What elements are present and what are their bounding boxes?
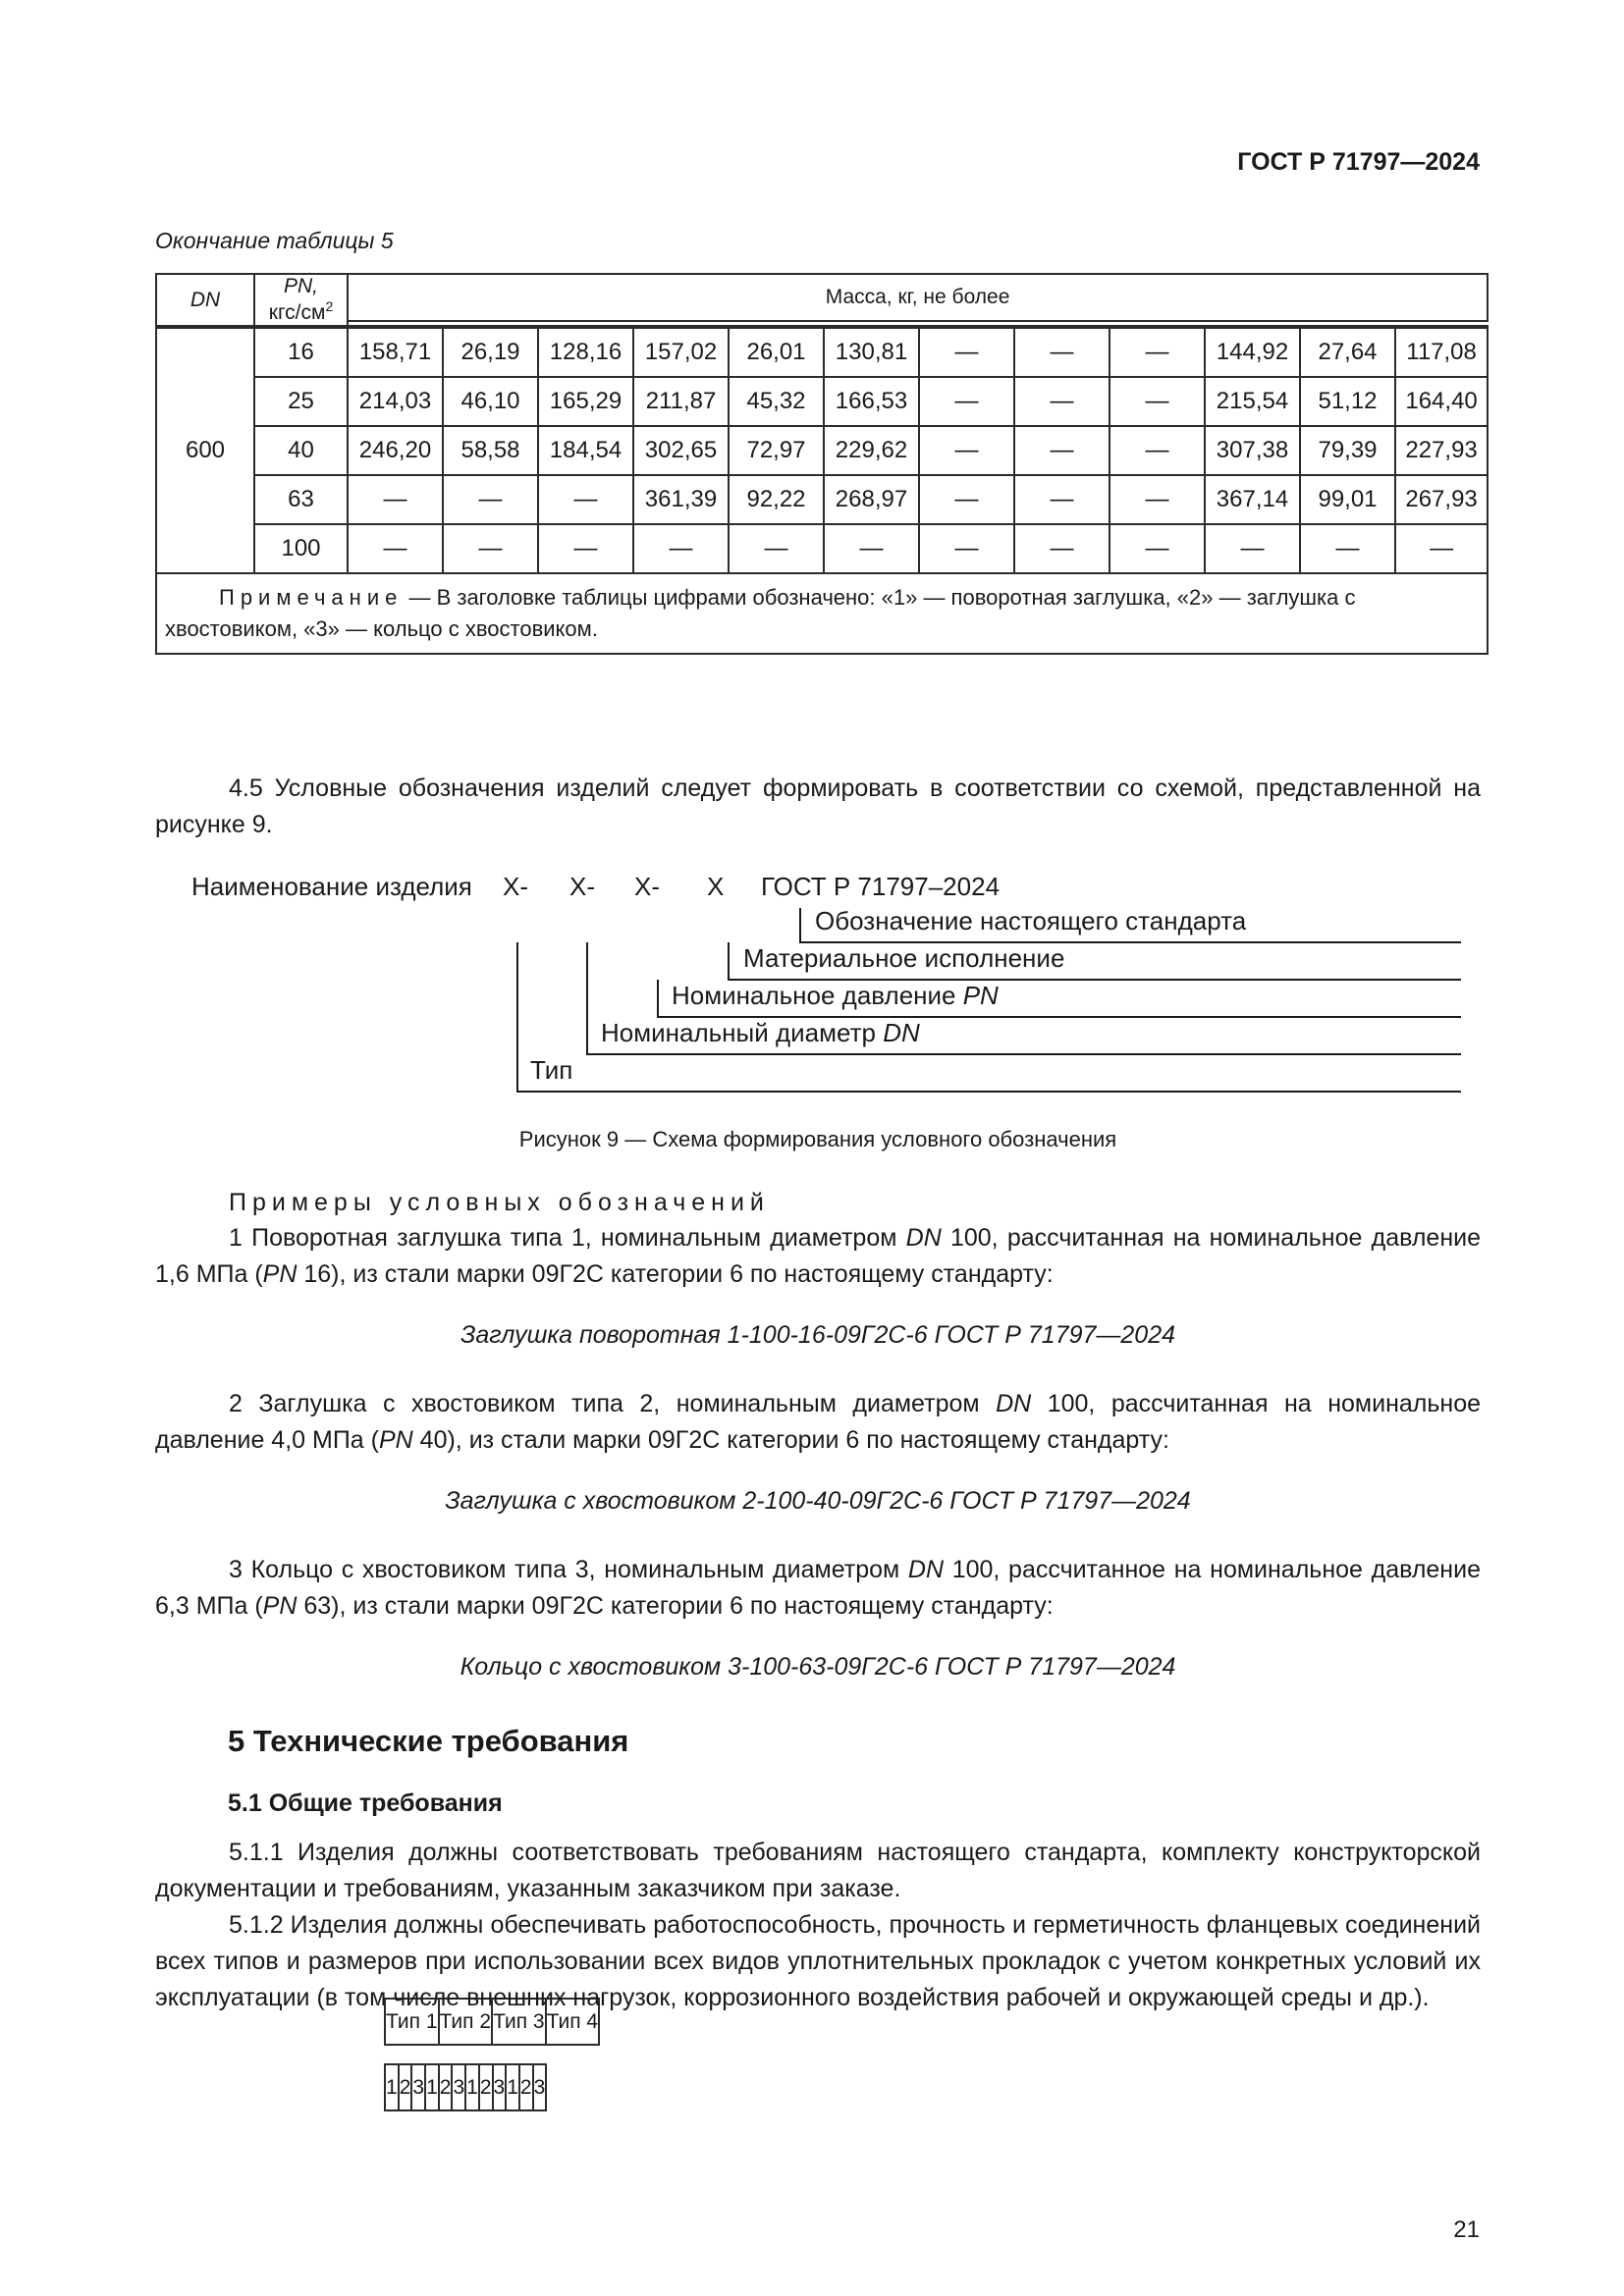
cell-pn: 16 bbox=[254, 327, 348, 377]
cell-pn: 40 bbox=[254, 426, 348, 475]
header-sub: 3 bbox=[452, 2064, 465, 2110]
table-cell: 26,19 bbox=[443, 327, 538, 377]
section-5-title: 5 Технические требования bbox=[228, 1724, 629, 1758]
table-cell: — bbox=[729, 524, 824, 573]
table-cell: — bbox=[1110, 327, 1205, 377]
table-cell: — bbox=[538, 475, 633, 524]
table-cell: 367,14 bbox=[1205, 475, 1300, 524]
scheme-lines bbox=[517, 908, 1461, 1092]
header-sub: 2 bbox=[439, 2064, 453, 2110]
table-cell: — bbox=[1014, 377, 1110, 426]
scheme-x1: Х- bbox=[503, 872, 528, 901]
example-3-designation: Кольцо с хвостовиком 3-100-63-09Г2С-6 ГОСТ Р 71797—2024 bbox=[460, 1653, 1176, 1681]
table-cell: 26,01 bbox=[729, 327, 824, 377]
table-cell: — bbox=[1110, 426, 1205, 475]
table-row bbox=[156, 327, 1488, 377]
header-type-2: Тип 2 bbox=[439, 1999, 493, 2045]
table-cell: 117,08 bbox=[1395, 327, 1488, 377]
table-cell: 215,54 bbox=[1205, 377, 1300, 426]
table-cell: 165,29 bbox=[538, 377, 633, 426]
table-cell: — bbox=[1014, 327, 1110, 377]
scheme-product-name: Наименование изделия bbox=[191, 872, 472, 901]
header-sub: 1 bbox=[385, 2064, 399, 2110]
header-mass: Масса, кг, не более bbox=[348, 274, 1488, 321]
section-5-1-title: 5.1 Общие требования bbox=[228, 1789, 503, 1817]
table-row bbox=[156, 377, 1488, 426]
table-cell: 267,93 bbox=[1395, 475, 1488, 524]
table-cell: 214,03 bbox=[348, 377, 443, 426]
table-cell: 268,97 bbox=[824, 475, 919, 524]
example-2: 2 Заглушка с хвостовиком типа 2, номинальным диаметром DN 100, рассчитанная на номинальное давление 4,0 МПа (PN 40), из стали марки 09Г2С категории 6 по настоящему стандарту: bbox=[155, 1390, 1481, 1454]
table-cell: — bbox=[1014, 524, 1110, 573]
cell-pn: 25 bbox=[254, 377, 348, 426]
table-cell: 128,16 bbox=[538, 327, 633, 377]
table-cell: 46,10 bbox=[443, 377, 538, 426]
table-cell: — bbox=[1014, 475, 1110, 524]
scheme-x2: Х- bbox=[569, 872, 595, 901]
scheme-x4: Х bbox=[707, 872, 725, 901]
table-note-row bbox=[156, 573, 1488, 654]
standard-code-header: ГОСТ Р 71797—2024 bbox=[1237, 148, 1480, 176]
scheme-label-standard: Обозначение настоящего стандарта bbox=[815, 906, 1247, 935]
header-sub: 2 bbox=[519, 2064, 533, 2110]
table-cell: — bbox=[538, 524, 633, 573]
header-sub: 3 bbox=[493, 2064, 507, 2110]
table-cell: — bbox=[919, 524, 1014, 573]
header-sub: 1 bbox=[465, 2064, 479, 2110]
table-cell: — bbox=[1110, 475, 1205, 524]
cell-dn: 600 bbox=[156, 327, 254, 573]
example-1-designation: Заглушка поворотная 1-100-16-09Г2С-6 ГОСТ Р 71797—2024 bbox=[460, 1321, 1176, 1349]
scheme-label-pressure: Номинальное давление PN bbox=[672, 981, 999, 1010]
table-row bbox=[156, 426, 1488, 475]
table-cell: 99,01 bbox=[1300, 475, 1395, 524]
table-cell: 302,65 bbox=[633, 426, 729, 475]
scheme-label-type: Тип bbox=[530, 1055, 573, 1085]
table-cell: — bbox=[1110, 524, 1205, 573]
header-type-4: Тип 4 bbox=[546, 1999, 600, 2045]
header-type-3: Тип 3 bbox=[492, 1999, 546, 2045]
scheme-standard: ГОСТ Р 71797–2024 bbox=[761, 872, 1001, 901]
table-cell: — bbox=[1014, 426, 1110, 475]
figure-caption: Рисунок 9 — Схема формирования условного обозначения bbox=[518, 1127, 1117, 1151]
table-cell: — bbox=[1395, 524, 1488, 573]
paragraph-5-1-2: 5.1.2 Изделия должны обеспечивать работоспособность, прочность и герметичность фланцевых соединений всех типов и размеров при использовании всех видов уплотнительных прокладок с учетом конкретных условий их эксплуатации (в том числе внешних нагрузок, коррозионного воздействия рабочей и окружающей среды и др.). bbox=[155, 1911, 1481, 2011]
table-cell: — bbox=[443, 524, 538, 573]
cell-pn: 63 bbox=[254, 475, 348, 524]
table-cell: — bbox=[824, 524, 919, 573]
table-cell: — bbox=[919, 426, 1014, 475]
header-type-1: Тип 1 bbox=[385, 1999, 439, 2045]
table-cell: 45,32 bbox=[729, 377, 824, 426]
table-cell: 164,40 bbox=[1395, 377, 1488, 426]
header-sub: 2 bbox=[399, 2064, 412, 2110]
note-text: — В заголовке таблицы цифрами обозначено: «1» — поворотная заглушка, «2» — заглушка с хвостовиком, «3» — кольцо с хвостовиком. bbox=[165, 585, 1356, 641]
note-label: Примечание bbox=[219, 585, 404, 610]
table-cell: 79,39 bbox=[1300, 426, 1395, 475]
table-cell: — bbox=[919, 327, 1014, 377]
table-cell: — bbox=[919, 475, 1014, 524]
table-cell: — bbox=[633, 524, 729, 573]
table-cell: 361,39 bbox=[633, 475, 729, 524]
paragraph-5-1-1: 5.1.1 Изделия должны соответствовать требованиям настоящего стандарта, комплекту конструкторской документации и требованиям, указанным заказчиком при заказе. bbox=[155, 1839, 1481, 1902]
header-sub: 2 bbox=[479, 2064, 493, 2110]
table-cell: 307,38 bbox=[1205, 426, 1300, 475]
header-dn: DN bbox=[156, 274, 254, 327]
table-cell: — bbox=[1300, 524, 1395, 573]
scheme-x3: Х- bbox=[634, 872, 660, 901]
table-note bbox=[156, 573, 1488, 654]
example-1: 1 Поворотная заглушка типа 1, номинальным диаметром DN 100, рассчитанная на номинальное давление 1,6 МПа (PN 16), из стали марки 09Г2С категории 6 по настоящему стандарту: bbox=[155, 1224, 1482, 1288]
table-cell: 184,54 bbox=[538, 426, 633, 475]
table-cell: 144,92 bbox=[1205, 327, 1300, 377]
table-cell: 130,81 bbox=[824, 327, 919, 377]
table-row bbox=[156, 475, 1488, 524]
header-sub: 1 bbox=[506, 2064, 519, 2110]
example-3: 3 Кольцо с хвостовиком типа 3, номинальным диаметром DN 100, рассчитанное на номинальное давление 6,3 МПа (PN 63), из стали марки 09Г2С категории 6 по настоящему стандарту: bbox=[155, 1556, 1481, 1620]
table-cell: — bbox=[919, 377, 1014, 426]
header-sub: 3 bbox=[533, 2064, 547, 2110]
table-cell: 92,22 bbox=[729, 475, 824, 524]
table-cell: 157,02 bbox=[633, 327, 729, 377]
example-2-designation: Заглушка с хвостовиком 2-100-40-09Г2С-6 ГОСТ Р 71797—2024 bbox=[445, 1487, 1191, 1515]
table-cell: 72,97 bbox=[729, 426, 824, 475]
table-cell: — bbox=[443, 475, 538, 524]
table-cell: — bbox=[1205, 524, 1300, 573]
page-number: 21 bbox=[1453, 2216, 1480, 2243]
header-sub: 1 bbox=[425, 2064, 439, 2110]
table-cell: 246,20 bbox=[348, 426, 443, 475]
scheme-label-diameter: Номинальный диаметр DN bbox=[601, 1018, 920, 1047]
table-cell: 51,12 bbox=[1300, 377, 1395, 426]
header-pn: PN, кгс/$см^2$ bbox=[254, 274, 348, 327]
table-cell: — bbox=[1110, 377, 1205, 426]
paragraph-4-5: 4.5 Условные обозначения изделий следует формировать в соответствии со схемой, представленной на рисунке 9. bbox=[155, 774, 1481, 838]
table-cell: — bbox=[348, 475, 443, 524]
header-sub: 3 bbox=[411, 2064, 425, 2110]
examples-title: Примеры условных обозначений bbox=[229, 1189, 770, 1216]
table-cell: 229,62 bbox=[824, 426, 919, 475]
table-cell: 58,58 bbox=[443, 426, 538, 475]
table-cell: — bbox=[348, 524, 443, 573]
cell-pn: 100 bbox=[254, 524, 348, 573]
table-cell: 211,87 bbox=[633, 377, 729, 426]
table-cell: 227,93 bbox=[1395, 426, 1488, 475]
table-cell: 166,53 bbox=[824, 377, 919, 426]
table-continuation-caption: Окончание таблицы 5 bbox=[155, 228, 394, 253]
table-row bbox=[156, 524, 1488, 573]
table-cell: 158,71 bbox=[348, 327, 443, 377]
scheme-label-material: Материальное исполнение bbox=[743, 943, 1065, 973]
table-cell: 27,64 bbox=[1300, 327, 1395, 377]
